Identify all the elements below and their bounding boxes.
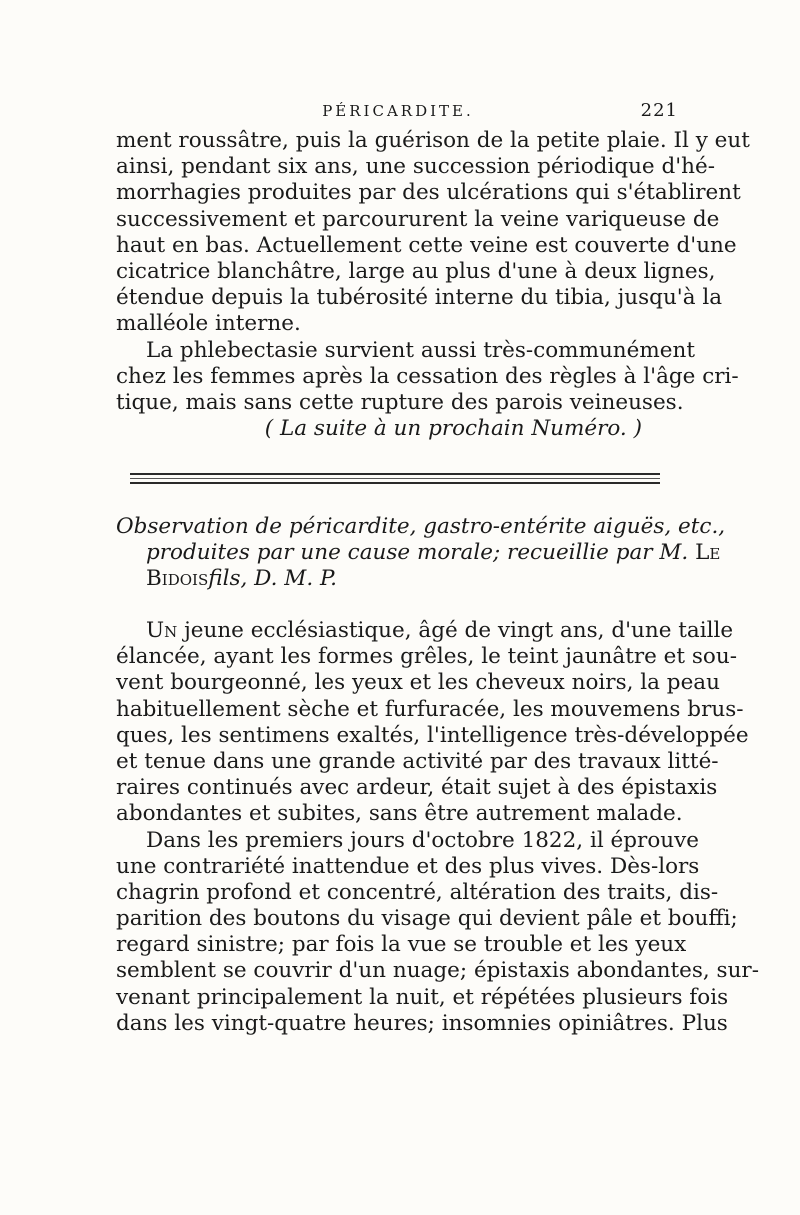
text-line: cicatrice blanchâtre, large au plus d'une à deux lignes, [116, 258, 716, 284]
author-name: Bidois [146, 566, 209, 592]
text-line: et tenue dans une grande activité par des travaux litté- [116, 748, 719, 774]
initial-word: Un [146, 618, 178, 643]
text-line: semblent se couvrir d'un nuage; épistaxis abondantes, sur- [116, 958, 759, 984]
author-title: fils, D. M. P. [208, 566, 337, 592]
text-line [116, 618, 734, 644]
text-line: ainsi, pendant six ans, une succession périodique d'hé- [116, 154, 715, 180]
text-line: raires continués avec ardeur, était sujet à des épistaxis [116, 775, 718, 801]
continued-note: ( La suite à un prochain Numéro. ) [264, 416, 642, 442]
page-header [118, 100, 678, 128]
title-line [116, 540, 721, 566]
line-text: jeune ecclésiastique, âgé de vingt ans, d'une taille [184, 618, 734, 643]
text-line: La phlebectasie survient aussi très-communément [146, 337, 695, 363]
text-line: haut en bas. Actuellement cette veine est couverte d'une [116, 232, 737, 258]
text-line: venant principalement la nuit, et répétées plusieurs fois [116, 984, 729, 1010]
text-line: malléole interne. [116, 311, 301, 337]
text-line: dans les vingt-quatre heures; insomnies opiniâtres. Plus [116, 1010, 728, 1036]
author-name: Le [695, 540, 721, 566]
text-line: parition des boutons du visage qui devient pâle et bouffi; [116, 906, 738, 932]
text-line: habituellement sèche et furfuracée, les mouvemens brus- [116, 696, 744, 722]
text-section-top [116, 128, 750, 442]
text-line: élancée, ayant les formes grêles, le teint jaunâtre et sou- [116, 644, 737, 670]
page-number: 221 [640, 100, 678, 121]
article-title [116, 514, 726, 593]
section-divider [130, 473, 660, 484]
running-title: PÉRICARDITE. [322, 102, 474, 120]
title-text: produites par une cause morale; recueillie par M. [146, 540, 689, 566]
text-line: chez les femmes après la cessation des règles à l'âge cri- [116, 363, 739, 389]
text-section-bottom [116, 618, 759, 1037]
title-line [116, 566, 672, 592]
text-line: ment roussâtre, puis la guérison de la petite plaie. Il y eut [116, 128, 750, 153]
text-line: vent bourgeonné, les yeux et les cheveux noirs, la peau [116, 670, 720, 696]
text-line: chagrin profond et concentré, altération des traits, dis- [116, 879, 719, 905]
text-line: abondantes et subites, sans être autrement malade. [116, 801, 683, 827]
text-line: successivement et parcoururent la veine variqueuse de [116, 206, 720, 232]
text-line: Dans les premiers jours d'octobre 1822, il éprouve [146, 827, 699, 853]
title-line: Observation de péricardite, gastro-entérite aiguës, etc., [116, 514, 726, 539]
text-line: étendue depuis la tubérosité interne du tibia, jusqu'à la [116, 285, 723, 311]
text-line: tique, mais sans cette rupture des parois veineuses. [116, 389, 684, 415]
text-line: regard sinistre; par fois la vue se trouble et les yeux [116, 932, 687, 958]
text-line: une contrariété inattendue et des plus vives. Dès-lors [116, 853, 700, 879]
text-line: morrhagies produites par des ulcérations qui s'établirent [116, 180, 741, 206]
text-line: ques, les sentimens exaltés, l'intelligence très-développée [116, 722, 749, 748]
